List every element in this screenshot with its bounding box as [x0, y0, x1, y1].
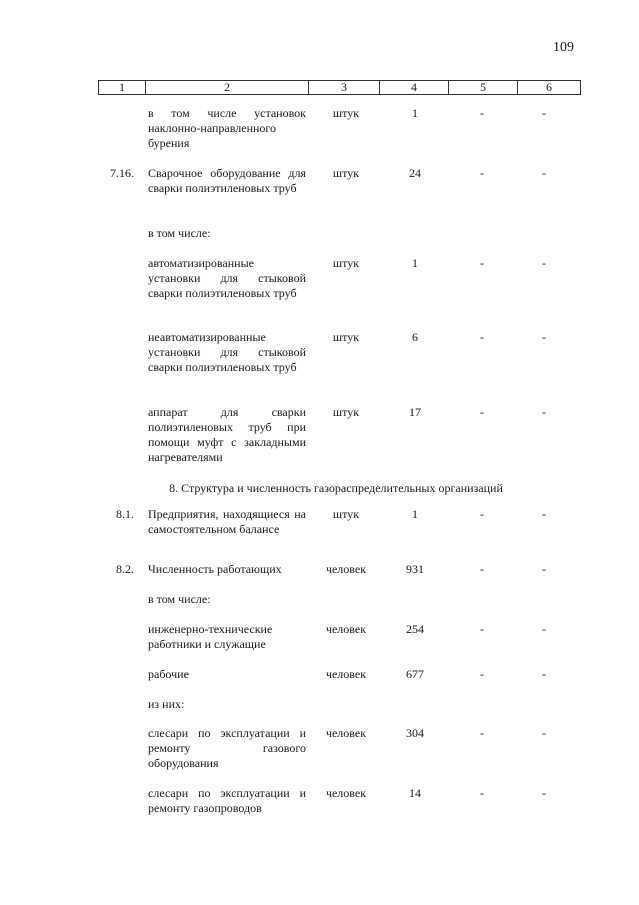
column-header-2: 2 — [146, 81, 309, 95]
column-header-4: 4 — [380, 81, 449, 95]
row-name: слесари по эксплуатации и ремонту газопроводов — [148, 786, 306, 815]
row-unit: штук — [332, 256, 360, 270]
row-col5: - — [480, 256, 484, 270]
row-col5: - — [480, 405, 484, 419]
row-name: в том числе: — [148, 226, 211, 240]
row-col6: - — [542, 330, 546, 344]
row-number: 8.2. — [116, 562, 134, 576]
row-col5: - — [480, 726, 484, 740]
row-unit: штук — [332, 405, 360, 419]
row-name: Сварочное оборудование для сварки полиэтиленовых труб — [148, 166, 306, 195]
row-unit: человек — [325, 667, 367, 681]
row-number: 7.16. — [110, 166, 134, 180]
row-col6: - — [542, 786, 546, 800]
page-number: 109 — [553, 40, 574, 55]
row-col5: - — [480, 667, 484, 681]
row-value: 1 — [412, 507, 418, 521]
row-unit: человек — [325, 622, 367, 636]
row-col6: - — [542, 562, 546, 576]
row-value: 304 — [406, 726, 424, 740]
row-col6: - — [542, 622, 546, 636]
row-name: в том числе установок наклонно-направленного бурения — [148, 106, 306, 150]
row-value: 14 — [409, 786, 421, 800]
row-unit: человек — [325, 726, 367, 740]
row-name: слесари по эксплуатации и ремонту газового оборудования — [148, 726, 306, 770]
row-unit: человек — [325, 786, 367, 800]
row-name: рабочие — [148, 667, 189, 681]
row-col5: - — [480, 562, 484, 576]
row-unit: штук — [332, 106, 360, 120]
row-value: 931 — [406, 562, 424, 576]
section-title: 8. Структура и численность газораспределительных организаций — [169, 481, 503, 495]
row-unit: штук — [332, 166, 360, 180]
row-value: 6 — [412, 330, 418, 344]
row-number: 8.1. — [116, 507, 134, 521]
row-col5: - — [480, 106, 484, 120]
column-header-1: 1 — [99, 81, 146, 95]
column-header-6: 6 — [518, 81, 581, 95]
row-name: Численность работающих — [148, 562, 282, 576]
row-value: 24 — [409, 166, 421, 180]
row-col5: - — [480, 786, 484, 800]
row-col5: - — [480, 507, 484, 521]
row-value: 1 — [412, 256, 418, 270]
row-col5: - — [480, 166, 484, 180]
row-name: автоматизированные установки для стыковой сварки полиэтиленовых труб — [148, 256, 306, 300]
row-value: 17 — [409, 405, 421, 419]
column-number-header — [98, 80, 581, 95]
row-name: инженерно-технические работники и служащие — [148, 622, 273, 651]
row-unit: штук — [332, 330, 360, 344]
row-col5: - — [480, 330, 484, 344]
row-col6: - — [542, 256, 546, 270]
row-unit: человек — [325, 562, 367, 576]
row-value: 254 — [406, 622, 424, 636]
row-name: аппарат для сварки полиэтиленовых труб при помощи муфт с закладными нагревателями — [148, 405, 306, 464]
row-col5: - — [480, 622, 484, 636]
row-name: в том числе: — [148, 592, 211, 606]
row-col6: - — [542, 166, 546, 180]
column-header-5: 5 — [449, 81, 518, 95]
row-col6: - — [542, 726, 546, 740]
row-col6: - — [542, 405, 546, 419]
row-name: из них: — [148, 697, 185, 711]
row-value: 1 — [412, 106, 418, 120]
row-col6: - — [542, 667, 546, 681]
row-name: неавтоматизированные установки для стыковой сварки полиэтиленовых труб — [148, 330, 306, 374]
row-col6: - — [542, 106, 546, 120]
row-name: Предприятия, находящиеся на самостоятельном балансе — [148, 507, 306, 536]
row-col6: - — [542, 507, 546, 521]
row-unit: штук — [332, 507, 360, 521]
row-value: 677 — [406, 667, 424, 681]
column-header-3: 3 — [309, 81, 380, 95]
